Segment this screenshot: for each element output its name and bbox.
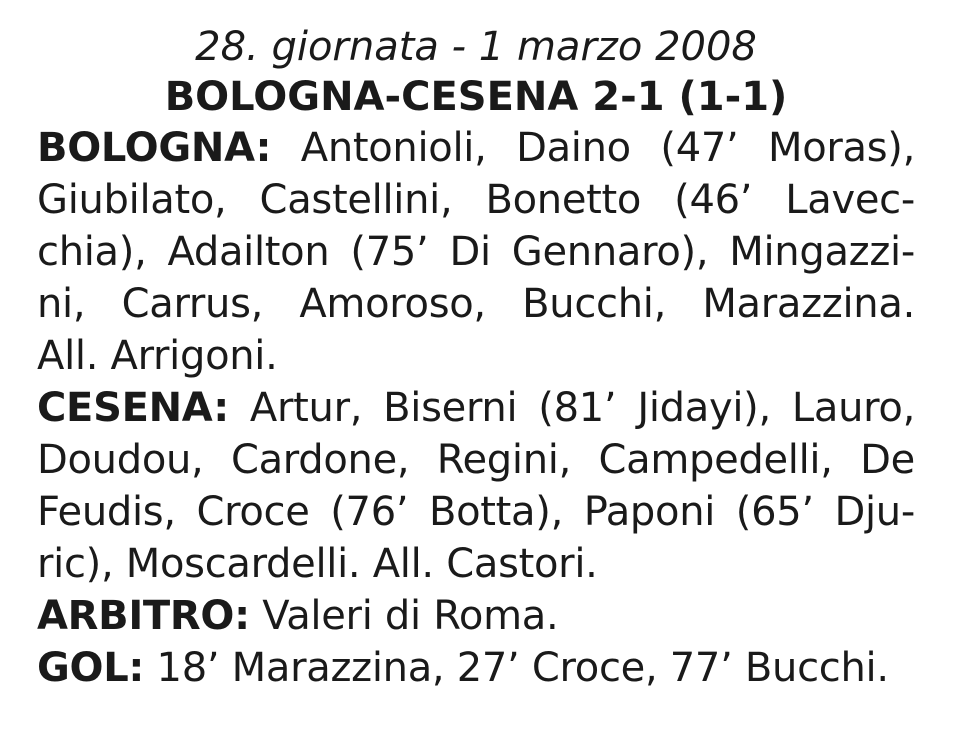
match-title: BOLOGNA-CESENA 2-1 (1-1) [164,74,788,120]
bologna-label: BOLOGNA: [37,125,272,171]
bologna-line-4: ni, Carrus, Amoroso, Bucchi, Marazzina. [37,281,915,327]
cesena-line-1 [37,382,915,434]
bologna-line-3: chia), Adailton (75’ Di Gennaro), Mingazzi- [37,229,915,275]
cesena-lineup [37,382,915,590]
cesena-text-1: Artur, Biserni (81’ Jidayi), Lauro, [249,385,915,431]
goals-text: 18’ Marazzina, 27’ Croce, 77’ Bucchi. [156,645,889,691]
cesena-label: CESENA: [37,385,229,431]
bologna-text-1: Antonioli, Daino (47’ Moras), [300,125,915,171]
cesena-line-4: ric), Moscardelli. All. Castori. [37,541,598,587]
cesena-line-3: Feudis, Croce (76’ Botta), Paponi (65’ Dju- [37,489,915,535]
goals [37,642,915,694]
referee-label: ARBITRO: [37,593,250,639]
bologna-line-1 [37,122,915,174]
referee-line [37,590,915,642]
referee-text: Valeri di Roma. [262,593,559,639]
match-report [37,22,915,694]
referee [37,590,915,642]
goals-label: GOL: [37,645,145,691]
goals-line [37,642,915,694]
match-subtitle: 28. giornata - 1 marzo 2008 [195,24,757,70]
cesena-line-2: Doudou, Cardone, Regini, Campedelli, De [37,437,915,483]
bologna-line-5: All. Arrigoni. [37,333,278,379]
bologna-lineup [37,122,915,382]
bologna-line-2: Giubilato, Castellini, Bonetto (46’ Lavec- [37,177,915,223]
